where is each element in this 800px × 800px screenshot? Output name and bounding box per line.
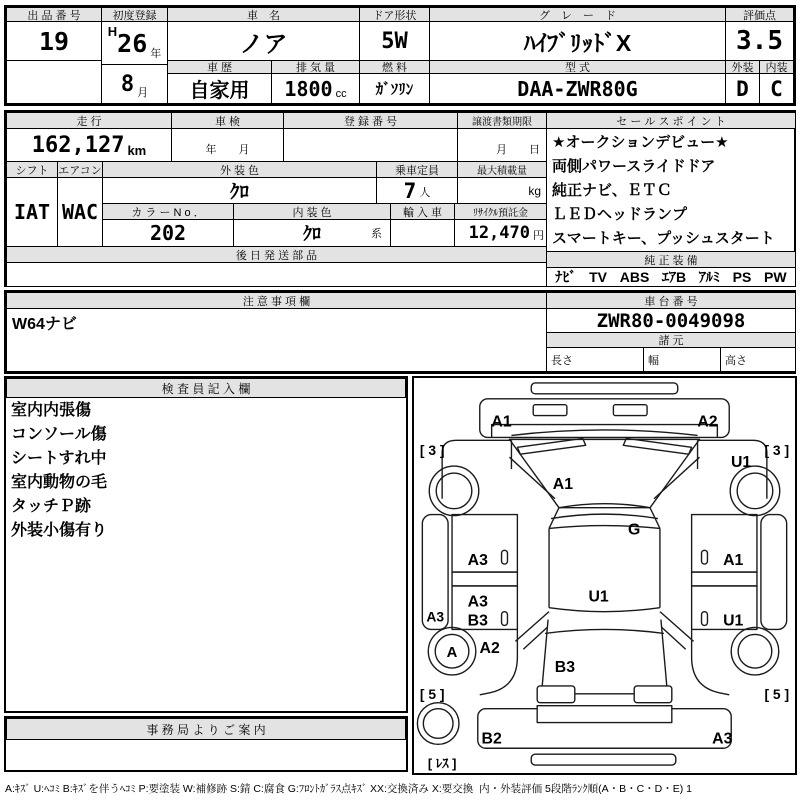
score-value: 3.5 xyxy=(725,21,794,61)
exterior-color-value: ｸﾛ xyxy=(102,177,377,204)
sales-point-line: ★オークションデビュー★ xyxy=(552,134,729,151)
fender-front-left-shape xyxy=(442,440,511,498)
exterior-grade-value: D xyxy=(725,73,760,104)
equipment-item: PS xyxy=(732,269,752,285)
office-box xyxy=(4,716,408,772)
mileage-value: 162,127 km xyxy=(6,128,172,162)
sales-point-line: 両側パワースライドドア xyxy=(552,158,716,175)
diagram-label-windshield: A1 xyxy=(552,475,574,493)
diagram-label-door-rear-left-upper: A3 xyxy=(467,593,488,611)
spec-table xyxy=(4,110,796,287)
inspector-note-line: 室内動物の毛 xyxy=(11,474,108,491)
diagram-label-quarter-left: A2 xyxy=(479,640,500,658)
interior-color-header: 内 装 色 xyxy=(233,203,391,220)
width-cell: 幅 xyxy=(643,347,721,372)
sales-point-line: スマートキー、プッシュスタート xyxy=(552,230,775,247)
inspector-notes xyxy=(6,397,406,711)
shift-header: シフト xyxy=(6,161,58,178)
equipment-item: ﾅﾋﾞ xyxy=(555,269,577,285)
equipment-item: TV xyxy=(589,269,607,285)
era-mark: H xyxy=(107,24,118,39)
dimensions-header: 諸 元 xyxy=(546,332,796,348)
windshield-shape xyxy=(509,439,699,507)
interior-color-value: ｸﾛ 系 xyxy=(233,219,391,247)
sales-points-header: セ ー ル ス ポ イ ン ト xyxy=(546,112,796,129)
score-header: 評価点 xyxy=(725,7,794,22)
history-header: 車 歴 xyxy=(167,60,272,74)
height-cell: 高さ xyxy=(720,347,796,372)
shaken-header: 車 検 xyxy=(171,112,284,129)
equipment-item: PW xyxy=(764,269,787,285)
car-diagram xyxy=(414,378,795,773)
later-parts-header: 後 日 発 送 部 品 xyxy=(6,246,547,263)
first-registration-header: 初度登録 xyxy=(101,7,168,22)
exterior-color-header: 外 装 色 xyxy=(102,161,377,178)
import-car-value xyxy=(390,219,455,247)
inspector-note-line: タッチＰ跡 xyxy=(11,498,92,515)
shaken-value: 年 月 xyxy=(171,128,284,162)
model-code-header: 型 式 xyxy=(429,60,726,74)
max-load-header: 最大積載量 xyxy=(457,161,547,178)
equipment-item: ｴｱB xyxy=(662,269,687,285)
first-registration-year: H 26 年 xyxy=(101,21,168,65)
notes-section xyxy=(4,290,796,374)
inspector-note-line: 室内内張傷 xyxy=(11,402,92,419)
sales-point-line: ＬＥＤヘッドランプ xyxy=(552,206,688,223)
diagram-label-tire-rear-right: [ 5 ] xyxy=(764,685,790,702)
diagram-label-tire-front-right: [ 3 ] xyxy=(764,442,790,459)
model-code-value: DAA-ZWR80G xyxy=(429,73,726,104)
lot-number-empty-cell xyxy=(6,60,102,104)
legend-line: A:ｷｽﾞ U:ﾍｺﾐ B:ｷｽﾞを伴うﾍｺﾐ P:要塗装 W:補修跡 S:錆 C:腐食 G:ﾌﾛﾝﾄｶﾞﾗｽ点ｷｽﾞ XX:交換済み X:要交換 内・外装評価 5段階ﾗﾝｸ順(A・B・C・D・E) 1 xyxy=(5,783,693,795)
fuel-header: 燃 料 xyxy=(359,60,430,74)
lot-number-value: 19 xyxy=(6,21,102,61)
diagram-label-door-front-left: A3 xyxy=(467,552,488,570)
diagram-label-spare: [ ﾚｽ ] xyxy=(427,756,457,772)
wiper-left-shape xyxy=(517,438,585,454)
diagram-label-fender-right: U1 xyxy=(730,454,752,472)
diagram-label-door-rear-left-lower: B3 xyxy=(467,612,488,630)
inspector-note-line: 外装小傷有り xyxy=(11,522,108,539)
lot-number-header: 出 品 番 号 xyxy=(6,7,102,22)
inspector-header: 検 査 員 記 入 欄 xyxy=(6,378,406,398)
top-table xyxy=(4,5,796,106)
factory-equipment-header: 純 正 装 備 xyxy=(546,251,796,268)
diagram-label-door-front-right: A1 xyxy=(723,552,744,570)
inspector-note-line: コンソール傷 xyxy=(11,426,107,443)
aircon-header: エアコン xyxy=(57,161,103,178)
registration-number-value xyxy=(283,128,458,162)
equipment-item: ABS xyxy=(619,269,650,285)
grade-header: グ レ ー ド xyxy=(429,7,726,22)
diagram-label-roof: U1 xyxy=(588,588,609,606)
recycle-deposit-value: 12,470 円 xyxy=(454,219,547,247)
diagram-label-tire-rear-left: [ 5 ] xyxy=(419,685,445,702)
displacement-value: 1800 cc xyxy=(271,73,360,104)
aircon-value: WAC xyxy=(57,177,103,247)
caution-header: 注 意 事 項 欄 xyxy=(6,292,547,309)
history-value: 自家用 xyxy=(167,73,272,104)
length-cell: 長さ xyxy=(546,347,644,372)
car-name-value: ノア xyxy=(167,21,360,61)
max-load-value: kg xyxy=(457,177,547,204)
wiper-right-shape xyxy=(623,438,691,454)
interior-grade-value: C xyxy=(759,73,794,104)
color-no-value: 202 xyxy=(102,219,234,247)
diagram-label-tire-front-left: [ 3 ] xyxy=(419,442,445,459)
diagram-label-bumper-rear-left: B2 xyxy=(481,730,502,748)
car-name-header: 車 名 xyxy=(167,7,360,22)
diagram-label-cowl: G xyxy=(628,521,641,539)
capacity-header: 乗車定員 xyxy=(376,161,458,178)
grade-value: ﾊｲﾌﾞﾘｯﾄﾞX xyxy=(429,21,726,61)
office-header: 事 務 局 よ り ご 案 内 xyxy=(6,718,406,740)
diagram-label-hood-left: A1 xyxy=(491,413,512,431)
diagram-label-tailgate: B3 xyxy=(554,659,576,677)
chassis-number-value: ZWR80-0049098 xyxy=(546,308,796,333)
shift-value: IAT xyxy=(6,177,58,247)
inspector-note-line: シートすれ中 xyxy=(11,450,107,467)
transfer-deadline-header: 譲渡書類期限 xyxy=(457,112,547,129)
sales-point-line: 純正ナビ、ＥＴＣ xyxy=(552,182,672,199)
diagram-label-sill-left: A3 xyxy=(426,608,445,625)
displacement-header: 排 気 量 xyxy=(271,60,360,74)
factory-equipment-row xyxy=(546,267,796,287)
capacity-value: 7 人 xyxy=(376,177,458,204)
sill-right-shape xyxy=(761,515,787,630)
rear-garnish-shape xyxy=(531,754,676,765)
registration-number-header: 登 録 番 号 xyxy=(283,112,458,129)
diagram-label-bumper-rear-right: A3 xyxy=(712,730,733,748)
inspector-box xyxy=(4,376,408,713)
recycle-deposit-header: ﾘｻｲｸﾙ預託金 xyxy=(454,203,547,220)
equipment-item: ｱﾙﾐ xyxy=(698,269,720,285)
office-content xyxy=(6,740,406,770)
caution-value: W64ナビ xyxy=(6,308,547,372)
later-parts-value xyxy=(6,262,547,287)
door-shape-value: 5W xyxy=(359,21,430,61)
door-shape-header: ドア形状 xyxy=(359,7,430,22)
exterior-grade-header: 外装 xyxy=(725,60,760,74)
sales-points-list xyxy=(546,128,796,252)
color-no-header: カ ラ ー N o ． xyxy=(102,203,234,220)
front-garnish-shape xyxy=(531,383,678,394)
first-registration-month: 8 月 xyxy=(101,64,168,104)
interior-grade-header: 内装 xyxy=(759,60,794,74)
transfer-deadline-value: 月 日 xyxy=(457,128,547,162)
mileage-header: 走 行 xyxy=(6,112,172,129)
chassis-number-header: 車 台 番 号 xyxy=(546,292,796,309)
fuel-value: ｶﾞｿﾘﾝ xyxy=(359,73,430,104)
diagram-label-wheel-rear-left: A xyxy=(446,645,458,662)
front-bumper-shape xyxy=(480,399,729,438)
import-car-header: 輸 入 車 xyxy=(390,203,455,220)
diagram-label-door-rear-right: U1 xyxy=(723,612,744,630)
diagram-label-hood-right: A2 xyxy=(697,413,718,431)
car-diagram-box xyxy=(412,376,797,775)
